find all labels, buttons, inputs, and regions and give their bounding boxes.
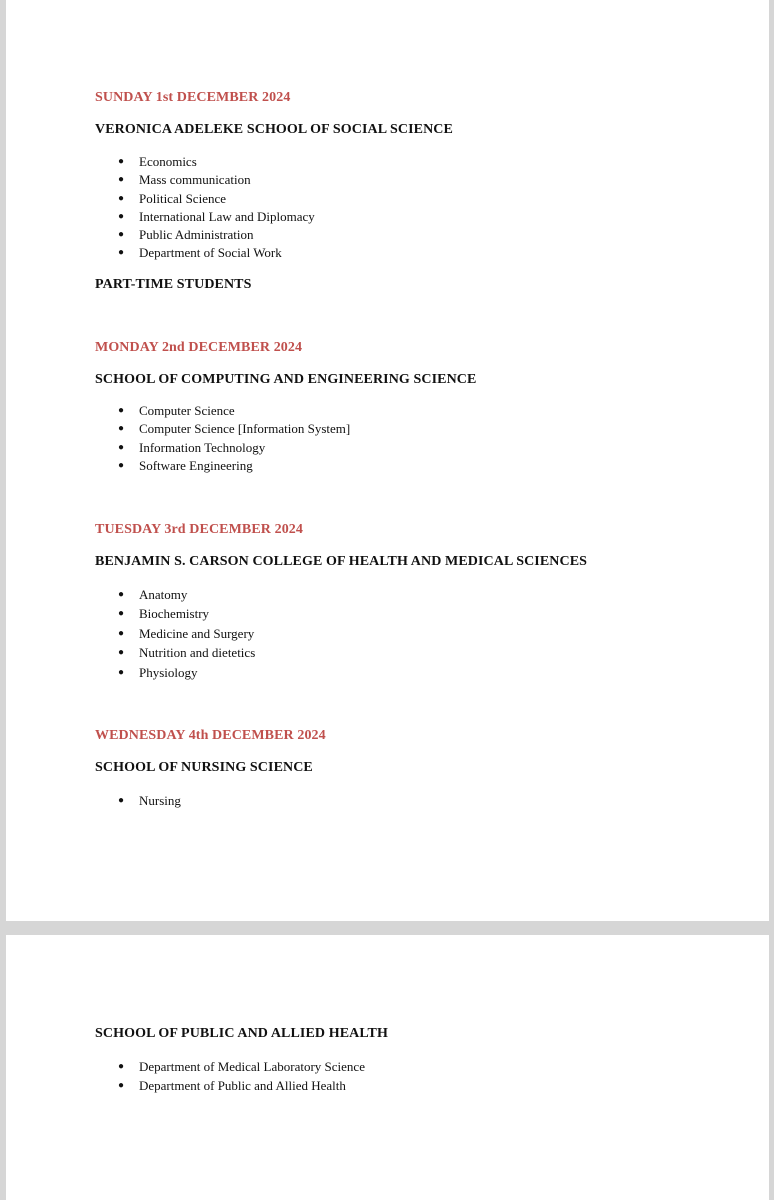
document-page-2 bbox=[6, 935, 769, 1200]
bullet-icon: ● bbox=[118, 405, 125, 416]
list-item: ● Nutrition and dietetics bbox=[95, 643, 255, 662]
document-page-1 bbox=[6, 0, 769, 921]
list-item: ● Economics bbox=[95, 153, 315, 171]
bullet-icon: ● bbox=[118, 210, 125, 222]
department-list bbox=[95, 792, 181, 810]
bullet-icon: ● bbox=[118, 589, 125, 600]
bullet-icon: ● bbox=[118, 229, 125, 241]
department-list bbox=[95, 153, 315, 263]
bullet-icon: ● bbox=[118, 192, 125, 204]
list-item: ● Mass communication bbox=[95, 171, 315, 189]
list-item: ● Physiology bbox=[95, 663, 255, 682]
date-heading: TUESDAY 3rd DECEMBER 2024 bbox=[95, 522, 303, 537]
school-heading: BENJAMIN S. CARSON COLLEGE OF HEALTH AND MEDICAL SCIENCES bbox=[95, 554, 588, 569]
school-heading: SCHOOL OF PUBLIC AND ALLIED HEALTH bbox=[95, 1026, 388, 1041]
bullet-icon: ● bbox=[118, 647, 125, 659]
school-heading: SCHOOL OF NURSING SCIENCE bbox=[95, 760, 313, 775]
bullet-icon: ● bbox=[118, 247, 125, 259]
list-item: ● Medicine and Surgery bbox=[95, 624, 255, 643]
date-heading: WEDNESDAY 4th DECEMBER 2024 bbox=[95, 728, 326, 743]
bullet-icon: ● bbox=[118, 441, 125, 453]
date-heading: MONDAY 2nd DECEMBER 2024 bbox=[95, 340, 303, 355]
bullet-icon: ● bbox=[118, 608, 125, 620]
bullet-icon: ● bbox=[118, 627, 125, 639]
bullet-icon: ● bbox=[118, 459, 125, 471]
bullet-icon: ● bbox=[118, 795, 125, 806]
list-item: ● Anatomy bbox=[95, 585, 255, 604]
list-item: ● Nursing bbox=[95, 792, 181, 810]
bullet-icon: ● bbox=[118, 1080, 125, 1092]
bullet-icon: ● bbox=[118, 423, 125, 435]
list-item: ● Computer Science [Information System] bbox=[95, 420, 350, 438]
bullet-icon: ● bbox=[118, 1061, 125, 1072]
list-item: ● International Law and Diplomacy bbox=[95, 208, 315, 226]
school-heading: SCHOOL OF COMPUTING AND ENGINEERING SCIENCE bbox=[95, 372, 477, 387]
list-item: ● Information Technology bbox=[95, 439, 350, 457]
bullet-icon: ● bbox=[118, 666, 125, 678]
list-item: ● Computer Science bbox=[95, 402, 350, 420]
department-list bbox=[95, 402, 350, 475]
list-item: ● Department of Medical Laboratory Science bbox=[95, 1057, 365, 1076]
list-item: ● Department of Public and Allied Health bbox=[95, 1076, 365, 1095]
list-item: ● Public Administration bbox=[95, 226, 315, 244]
list-item: ● Biochemistry bbox=[95, 604, 255, 623]
date-heading: SUNDAY 1st DECEMBER 2024 bbox=[95, 90, 291, 105]
list-item: ● Software Engineering bbox=[95, 457, 350, 475]
part-time-heading: PART-TIME STUDENTS bbox=[95, 277, 252, 292]
school-heading: VERONICA ADELEKE SCHOOL OF SOCIAL SCIENCE bbox=[95, 122, 453, 137]
department-list bbox=[95, 585, 255, 682]
list-item: ● Political Science bbox=[95, 190, 315, 208]
bullet-icon: ● bbox=[118, 174, 125, 186]
list-item: ● Department of Social Work bbox=[95, 244, 315, 262]
department-list bbox=[95, 1057, 365, 1096]
bullet-icon: ● bbox=[118, 156, 125, 167]
